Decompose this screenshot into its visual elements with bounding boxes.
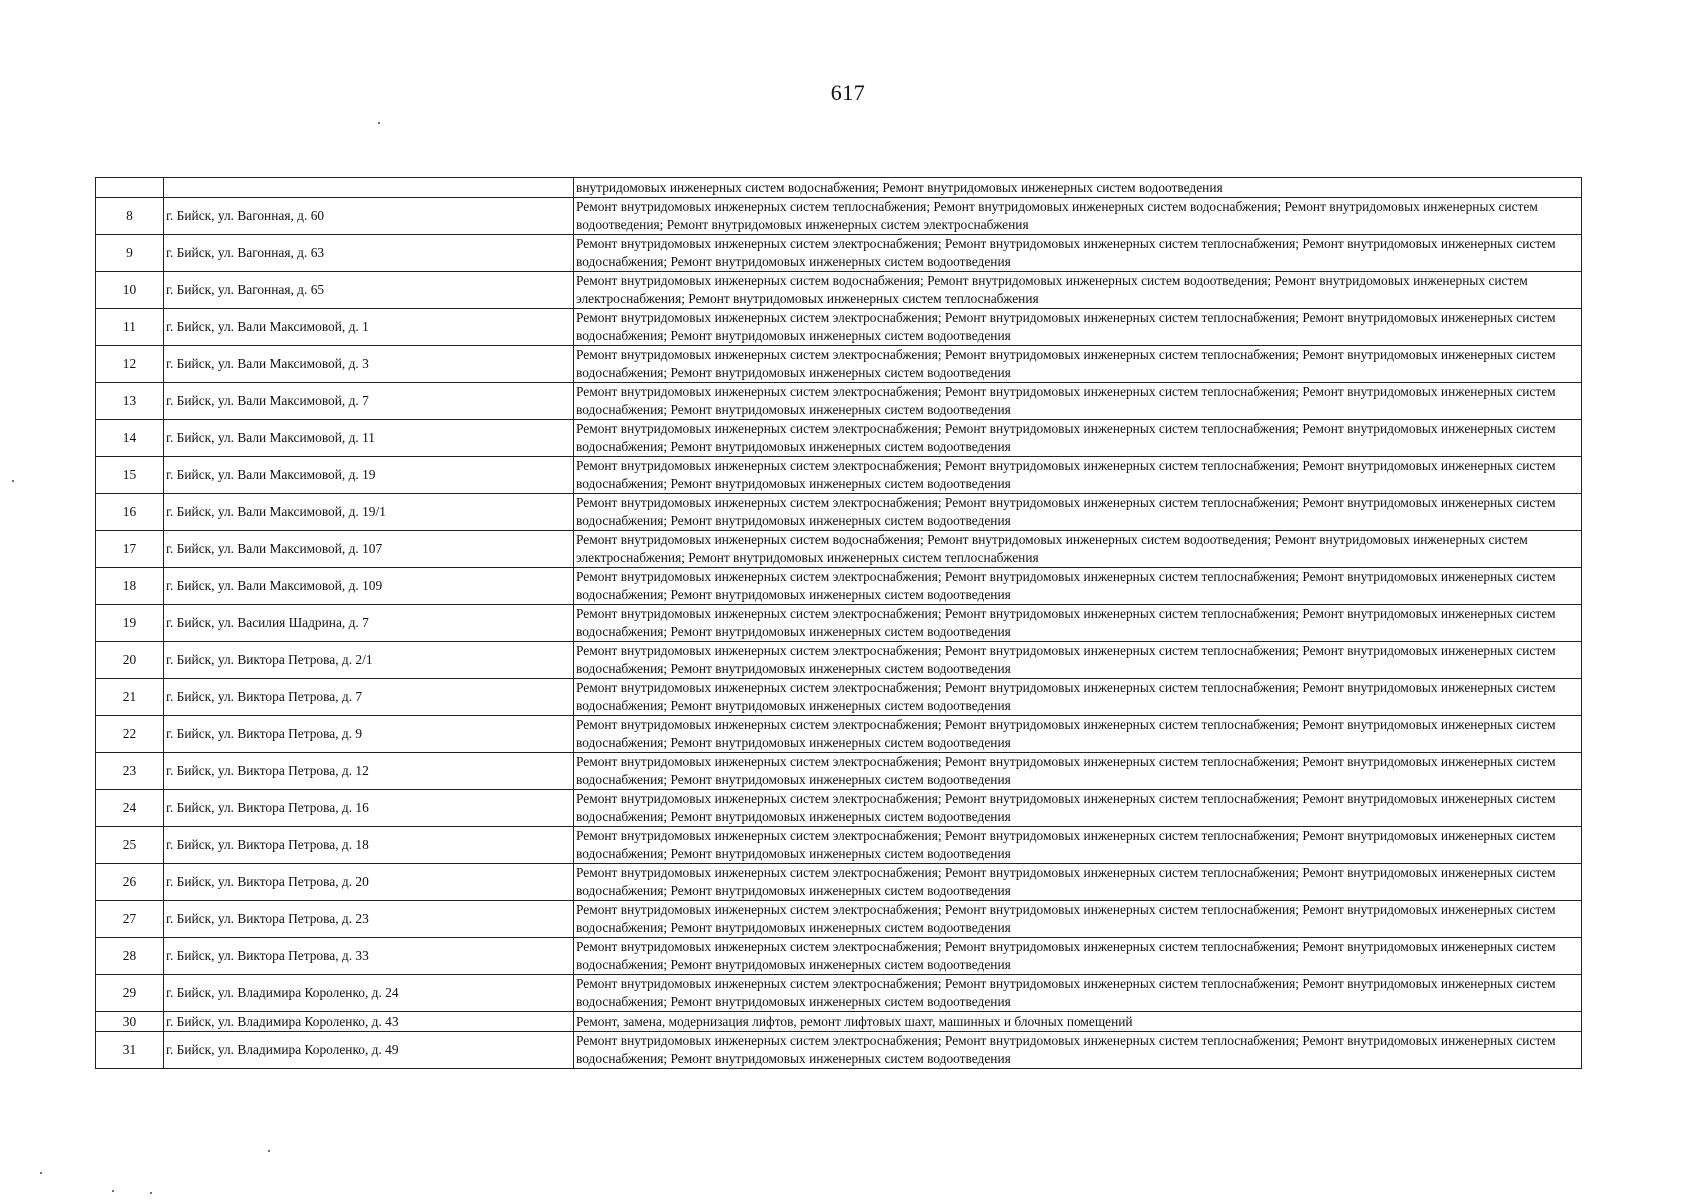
scan-speck <box>112 1190 114 1192</box>
row-number: 23 <box>96 753 164 790</box>
table-row <box>96 383 1582 420</box>
table-row <box>96 901 1582 938</box>
table-row <box>96 1032 1582 1069</box>
table-row <box>96 568 1582 605</box>
table-row <box>96 679 1582 716</box>
table-row <box>96 494 1582 531</box>
row-address: г. Бийск, ул. Василия Шадрина, д. 7 <box>164 605 574 642</box>
table-row <box>96 605 1582 642</box>
row-number: 21 <box>96 679 164 716</box>
row-number: 13 <box>96 383 164 420</box>
row-number: 11 <box>96 309 164 346</box>
row-number: 28 <box>96 938 164 975</box>
table-row <box>96 790 1582 827</box>
row-number: 25 <box>96 827 164 864</box>
row-number: 29 <box>96 975 164 1012</box>
scan-speck <box>378 122 380 124</box>
table-row <box>96 642 1582 679</box>
row-works: Ремонт внутридомовых инженерных систем водоснабжения; Ремонт внутридомовых инженерных систем водоотведения; Ремонт внутридомовых инженерных систем электроснабжения; Ремонт внутридомовых инженерных систем теплоснабжения <box>574 531 1582 568</box>
row-address: г. Бийск, ул. Виктора Петрова, д. 9 <box>164 716 574 753</box>
row-address: г. Бийск, ул. Вали Максимовой, д. 3 <box>164 346 574 383</box>
row-works: Ремонт внутридомовых инженерных систем электроснабжения; Ремонт внутридомовых инженерных систем теплоснабжения; Ремонт внутридомовых инженерных систем водоснабжения; Ремонт внутридомовых инженерных систем водоотведения <box>574 827 1582 864</box>
row-works: Ремонт внутридомовых инженерных систем электроснабжения; Ремонт внутридомовых инженерных систем теплоснабжения; Ремонт внутридомовых инженерных систем водоснабжения; Ремонт внутридомовых инженерных систем водоотведения <box>574 605 1582 642</box>
row-number <box>96 178 164 198</box>
row-number: 26 <box>96 864 164 901</box>
row-address: г. Бийск, ул. Владимира Короленко, д. 43 <box>164 1012 574 1032</box>
row-address: г. Бийск, ул. Вагонная, д. 65 <box>164 272 574 309</box>
row-works: Ремонт внутридомовых инженерных систем электроснабжения; Ремонт внутридомовых инженерных систем теплоснабжения; Ремонт внутридомовых инженерных систем водоснабжения; Ремонт внутридомовых инженерных систем водоотведения <box>574 901 1582 938</box>
row-address: г. Бийск, ул. Вали Максимовой, д. 19 <box>164 457 574 494</box>
row-works: Ремонт внутридомовых инженерных систем электроснабжения; Ремонт внутридомовых инженерных систем теплоснабжения; Ремонт внутридомовых инженерных систем водоснабжения; Ремонт внутридомовых инженерных систем водоотведения <box>574 494 1582 531</box>
table-row <box>96 716 1582 753</box>
table-row <box>96 753 1582 790</box>
row-works: Ремонт внутридомовых инженерных систем теплоснабжения; Ремонт внутридомовых инженерных систем водоснабжения; Ремонт внутридомовых инженерных систем водоотведения; Ремонт внутридомовых инженерных систем электроснабжения <box>574 198 1582 235</box>
row-number: 19 <box>96 605 164 642</box>
table-row <box>96 827 1582 864</box>
scan-speck <box>40 1172 42 1174</box>
row-number: 31 <box>96 1032 164 1069</box>
row-address: г. Бийск, ул. Виктора Петрова, д. 33 <box>164 938 574 975</box>
table-row <box>96 198 1582 235</box>
row-address: г. Бийск, ул. Вагонная, д. 63 <box>164 235 574 272</box>
row-address: г. Бийск, ул. Вали Максимовой, д. 1 <box>164 309 574 346</box>
row-address: г. Бийск, ул. Виктора Петрова, д. 23 <box>164 901 574 938</box>
row-works: Ремонт внутридомовых инженерных систем электроснабжения; Ремонт внутридомовых инженерных систем теплоснабжения; Ремонт внутридомовых инженерных систем водоснабжения; Ремонт внутридомовых инженерных систем водоотведения <box>574 457 1582 494</box>
row-address: г. Бийск, ул. Виктора Петрова, д. 16 <box>164 790 574 827</box>
row-works: Ремонт внутридомовых инженерных систем электроснабжения; Ремонт внутридомовых инженерных систем теплоснабжения; Ремонт внутридомовых инженерных систем водоснабжения; Ремонт внутридомовых инженерных систем водоотведения <box>574 309 1582 346</box>
row-works: Ремонт внутридомовых инженерных систем электроснабжения; Ремонт внутридомовых инженерных систем теплоснабжения; Ремонт внутридомовых инженерных систем водоснабжения; Ремонт внутридомовых инженерных систем водоотведения <box>574 790 1582 827</box>
row-number: 17 <box>96 531 164 568</box>
row-works: Ремонт внутридомовых инженерных систем электроснабжения; Ремонт внутридомовых инженерных систем теплоснабжения; Ремонт внутридомовых инженерных систем водоснабжения; Ремонт внутридомовых инженерных систем водоотведения <box>574 568 1582 605</box>
row-works: Ремонт внутридомовых инженерных систем электроснабжения; Ремонт внутридомовых инженерных систем теплоснабжения; Ремонт внутридомовых инженерных систем водоснабжения; Ремонт внутридомовых инженерных систем водоотведения <box>574 1032 1582 1069</box>
table-row <box>96 975 1582 1012</box>
row-number: 12 <box>96 346 164 383</box>
row-address: г. Бийск, ул. Вали Максимовой, д. 7 <box>164 383 574 420</box>
row-works: Ремонт внутридомовых инженерных систем электроснабжения; Ремонт внутридомовых инженерных систем теплоснабжения; Ремонт внутридомовых инженерных систем водоснабжения; Ремонт внутридомовых инженерных систем водоотведения <box>574 235 1582 272</box>
row-number: 27 <box>96 901 164 938</box>
row-works: Ремонт внутридомовых инженерных систем электроснабжения; Ремонт внутридомовых инженерных систем теплоснабжения; Ремонт внутридомовых инженерных систем водоснабжения; Ремонт внутридомовых инженерных систем водоотведения <box>574 864 1582 901</box>
row-address: г. Бийск, ул. Виктора Петрова, д. 20 <box>164 864 574 901</box>
row-number: 18 <box>96 568 164 605</box>
table-row <box>96 1012 1582 1032</box>
row-address: г. Бийск, ул. Вали Максимовой, д. 109 <box>164 568 574 605</box>
row-number: 24 <box>96 790 164 827</box>
table-row <box>96 457 1582 494</box>
row-works: Ремонт внутридомовых инженерных систем электроснабжения; Ремонт внутридомовых инженерных систем теплоснабжения; Ремонт внутридомовых инженерных систем водоснабжения; Ремонт внутридомовых инженерных систем водоотведения <box>574 420 1582 457</box>
table-row <box>96 178 1582 198</box>
row-address: г. Бийск, ул. Вали Максимовой, д. 11 <box>164 420 574 457</box>
works-table <box>95 177 1582 1069</box>
row-works: Ремонт внутридомовых инженерных систем электроснабжения; Ремонт внутридомовых инженерных систем теплоснабжения; Ремонт внутридомовых инженерных систем водоснабжения; Ремонт внутридомовых инженерных систем водоотведения <box>574 716 1582 753</box>
table-row <box>96 272 1582 309</box>
row-number: 16 <box>96 494 164 531</box>
row-number: 10 <box>96 272 164 309</box>
row-works: Ремонт внутридомовых инженерных систем электроснабжения; Ремонт внутридомовых инженерных систем теплоснабжения; Ремонт внутридомовых инженерных систем водоснабжения; Ремонт внутридомовых инженерных систем водоотведения <box>574 383 1582 420</box>
row-works: Ремонт внутридомовых инженерных систем электроснабжения; Ремонт внутридомовых инженерных систем теплоснабжения; Ремонт внутридомовых инженерных систем водоснабжения; Ремонт внутридомовых инженерных систем водоотведения <box>574 753 1582 790</box>
row-works: Ремонт внутридомовых инженерных систем электроснабжения; Ремонт внутридомовых инженерных систем теплоснабжения; Ремонт внутридомовых инженерных систем водоснабжения; Ремонт внутридомовых инженерных систем водоотведения <box>574 346 1582 383</box>
row-number: 15 <box>96 457 164 494</box>
row-works: Ремонт внутридомовых инженерных систем электроснабжения; Ремонт внутридомовых инженерных систем теплоснабжения; Ремонт внутридомовых инженерных систем водоснабжения; Ремонт внутридомовых инженерных систем водоотведения <box>574 975 1582 1012</box>
table-row <box>96 235 1582 272</box>
row-number: 9 <box>96 235 164 272</box>
works-table-body <box>96 178 1582 1069</box>
row-number: 8 <box>96 198 164 235</box>
table-row <box>96 309 1582 346</box>
table-row <box>96 938 1582 975</box>
table-row <box>96 864 1582 901</box>
page-number: 617 <box>830 80 866 105</box>
row-works: Ремонт внутридомовых инженерных систем электроснабжения; Ремонт внутридомовых инженерных систем теплоснабжения; Ремонт внутридомовых инженерных систем водоснабжения; Ремонт внутридомовых инженерных систем водоотведения <box>574 642 1582 679</box>
row-works: внутридомовых инженерных систем водоснабжения; Ремонт внутридомовых инженерных систем водоотведения <box>574 178 1582 198</box>
scan-speck <box>268 1150 270 1152</box>
row-number: 14 <box>96 420 164 457</box>
table-row <box>96 346 1582 383</box>
row-address: г. Бийск, ул. Вагонная, д. 60 <box>164 198 574 235</box>
row-address: г. Бийск, ул. Виктора Петрова, д. 7 <box>164 679 574 716</box>
row-number: 30 <box>96 1012 164 1032</box>
table-row <box>96 420 1582 457</box>
row-works: Ремонт внутридомовых инженерных систем электроснабжения; Ремонт внутридомовых инженерных систем теплоснабжения; Ремонт внутридомовых инженерных систем водоснабжения; Ремонт внутридомовых инженерных систем водоотведения <box>574 679 1582 716</box>
row-works: Ремонт внутридомовых инженерных систем водоснабжения; Ремонт внутридомовых инженерных систем водоотведения; Ремонт внутридомовых инженерных систем электроснабжения; Ремонт внутридомовых инженерных систем теплоснабжения <box>574 272 1582 309</box>
row-address <box>164 178 574 198</box>
scan-speck <box>150 1192 152 1194</box>
row-address: г. Бийск, ул. Виктора Петрова, д. 18 <box>164 827 574 864</box>
row-address: г. Бийск, ул. Владимира Короленко, д. 24 <box>164 975 574 1012</box>
row-address: г. Бийск, ул. Виктора Петрова, д. 12 <box>164 753 574 790</box>
table-row <box>96 531 1582 568</box>
row-works: Ремонт внутридомовых инженерных систем электроснабжения; Ремонт внутридомовых инженерных систем теплоснабжения; Ремонт внутридомовых инженерных систем водоснабжения; Ремонт внутридомовых инженерных систем водоотведения <box>574 938 1582 975</box>
row-number: 22 <box>96 716 164 753</box>
row-address: г. Бийск, ул. Владимира Короленко, д. 49 <box>164 1032 574 1069</box>
row-works: Ремонт, замена, модернизация лифтов, ремонт лифтовых шахт, машинных и блочных помещений <box>574 1012 1582 1032</box>
scan-speck <box>12 480 14 482</box>
row-address: г. Бийск, ул. Вали Максимовой, д. 19/1 <box>164 494 574 531</box>
row-number: 20 <box>96 642 164 679</box>
row-address: г. Бийск, ул. Виктора Петрова, д. 2/1 <box>164 642 574 679</box>
works-table-container <box>95 177 1581 1069</box>
row-address: г. Бийск, ул. Вали Максимовой, д. 107 <box>164 531 574 568</box>
